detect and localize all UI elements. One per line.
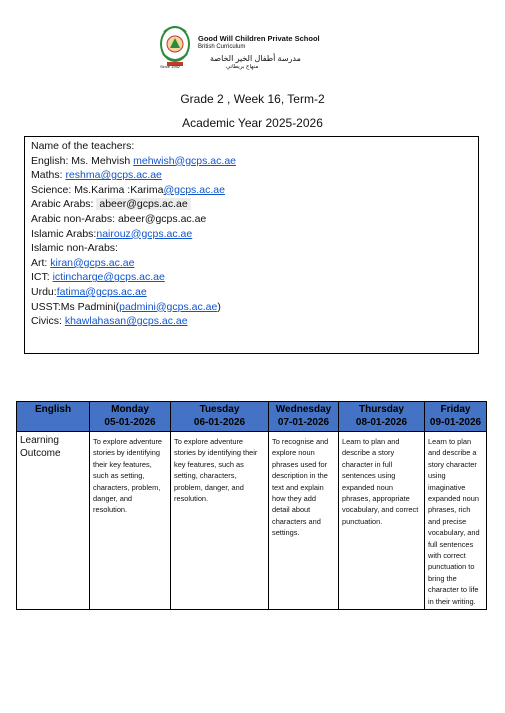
page-title: Grade 2 , Week 16, Term-2 bbox=[180, 92, 325, 106]
day-header-friday bbox=[425, 402, 487, 432]
teacher-civics-label: Civics: bbox=[31, 315, 65, 328]
timetable bbox=[16, 401, 487, 610]
teacher-islamic-arabs bbox=[31, 227, 472, 242]
day-date: 08-01-2026 bbox=[355, 416, 408, 428]
teacher-arabic-arabs bbox=[31, 197, 472, 212]
teacher-arabic-arabs-label: Arabic Arabs: bbox=[31, 198, 97, 211]
teacher-art bbox=[31, 256, 472, 271]
teachers-heading: Name of the teachers: bbox=[31, 140, 135, 152]
day-name: Thursday bbox=[358, 404, 404, 415]
subject-header: English bbox=[17, 402, 90, 432]
outcome-wednesday: To recognise and explore noun phrases used for description in the text and explain how they add detail about characters and settings. bbox=[269, 432, 339, 610]
teacher-english-label: English: Ms. Mehvish bbox=[31, 154, 134, 167]
teacher-maths bbox=[31, 168, 472, 183]
day-header-wednesday bbox=[269, 402, 339, 432]
day-name: Monday bbox=[111, 404, 149, 415]
teacher-english bbox=[31, 154, 472, 169]
day-date: 05-01-2026 bbox=[104, 416, 156, 428]
teacher-english-email[interactable]: mehwish@gcps.ac.ae bbox=[133, 154, 236, 167]
outcome-friday: Learn to plan and describe a story character using imaginative expanded noun phrases, rich and precise vocabulary, and full sentences with correct punctuation to bring the character to life in their writing. bbox=[425, 432, 487, 610]
school-since: Since 1992 bbox=[160, 64, 181, 69]
school-logo-icon bbox=[158, 24, 192, 68]
academic-year: Academic Year 2025-2026 bbox=[182, 116, 323, 130]
teacher-islamic-non-arabs: Islamic non-Arabs: bbox=[31, 242, 118, 255]
teacher-ict bbox=[31, 270, 472, 285]
teacher-maths-label: Maths: bbox=[31, 169, 66, 182]
teacher-science bbox=[31, 183, 472, 198]
teacher-science-email-user: Karima bbox=[130, 183, 164, 196]
teacher-art-label: Art: bbox=[31, 256, 51, 269]
teacher-science-label: Science: Ms.Karima : bbox=[31, 183, 131, 196]
timetable-header-row bbox=[17, 402, 487, 432]
school-curriculum: British Curriculum bbox=[198, 44, 246, 50]
teacher-arabic-non-arabs: Arabic non-Arabs: abeer@gcps.ac.ae bbox=[31, 212, 207, 225]
day-date: 09-01-2026 bbox=[429, 416, 482, 428]
teacher-art-email[interactable]: kiran@gcps.ac.ae bbox=[50, 256, 135, 269]
day-date: 06-01-2026 bbox=[193, 416, 246, 428]
day-header-tuesday bbox=[171, 402, 269, 432]
teacher-urdu-label: Urdu: bbox=[31, 285, 57, 298]
teacher-usst-label: USST:Ms Padmini( bbox=[31, 300, 120, 313]
outcome-thursday: Learn to plan and describe a story character in full sentences using expanded noun phrases, appropriate vocabulary, and correct punctuation. bbox=[339, 432, 425, 610]
teacher-urdu bbox=[31, 285, 472, 300]
day-name: Wednesday bbox=[275, 404, 332, 415]
learning-outcome-row bbox=[17, 432, 487, 610]
row-label: Learning Outcome bbox=[17, 432, 90, 610]
teacher-islamic-arabs-label: Islamic Arabs: bbox=[31, 227, 97, 240]
teacher-arabic-arabs-email: abeer@gcps.ac.ae bbox=[96, 198, 190, 210]
school-header bbox=[150, 20, 370, 72]
day-header-monday bbox=[90, 402, 171, 432]
teacher-usst-close: ) bbox=[217, 300, 221, 313]
day-name: Tuesday bbox=[199, 404, 240, 415]
day-name: Friday bbox=[440, 404, 471, 415]
outcome-tuesday: To explore adventure stories by identifying their key features, such as setting, characters, problem, danger, and resolution. bbox=[171, 432, 269, 610]
teacher-usst-email[interactable]: padmini@gcps.ac.ae bbox=[119, 300, 218, 313]
day-date: 07-01-2026 bbox=[277, 416, 330, 428]
outcome-monday: To explore adventure stories by identifying their key features, such as setting, characters, problem, danger, and resolution. bbox=[90, 432, 171, 610]
teacher-ict-label: ICT: bbox=[31, 271, 53, 284]
teacher-islamic-arabs-email[interactable]: nairouz@gcps.ac.ae bbox=[96, 227, 193, 240]
teacher-civics-email[interactable]: khawlahasan@gcps.ac.ae bbox=[64, 315, 188, 328]
teacher-maths-email[interactable]: reshma@gcps.ac.ae bbox=[65, 169, 162, 182]
teacher-urdu-email[interactable]: fatima@gcps.ac.ae bbox=[56, 285, 147, 298]
school-name-ar: مدرسة أطفال الخير الخاصة bbox=[210, 54, 301, 63]
teacher-science-email[interactable]: @gcps.ac.ae bbox=[163, 183, 225, 196]
school-name-en: Good Will Children Private School bbox=[198, 34, 320, 43]
day-header-thursday bbox=[339, 402, 425, 432]
teacher-usst bbox=[31, 300, 472, 315]
school-curriculum-ar: منهاج بريطاني bbox=[226, 64, 259, 70]
teacher-civics bbox=[31, 314, 472, 329]
teacher-ict-email[interactable]: ictincharge@gcps.ac.ae bbox=[52, 271, 165, 284]
teachers-box bbox=[24, 136, 479, 354]
